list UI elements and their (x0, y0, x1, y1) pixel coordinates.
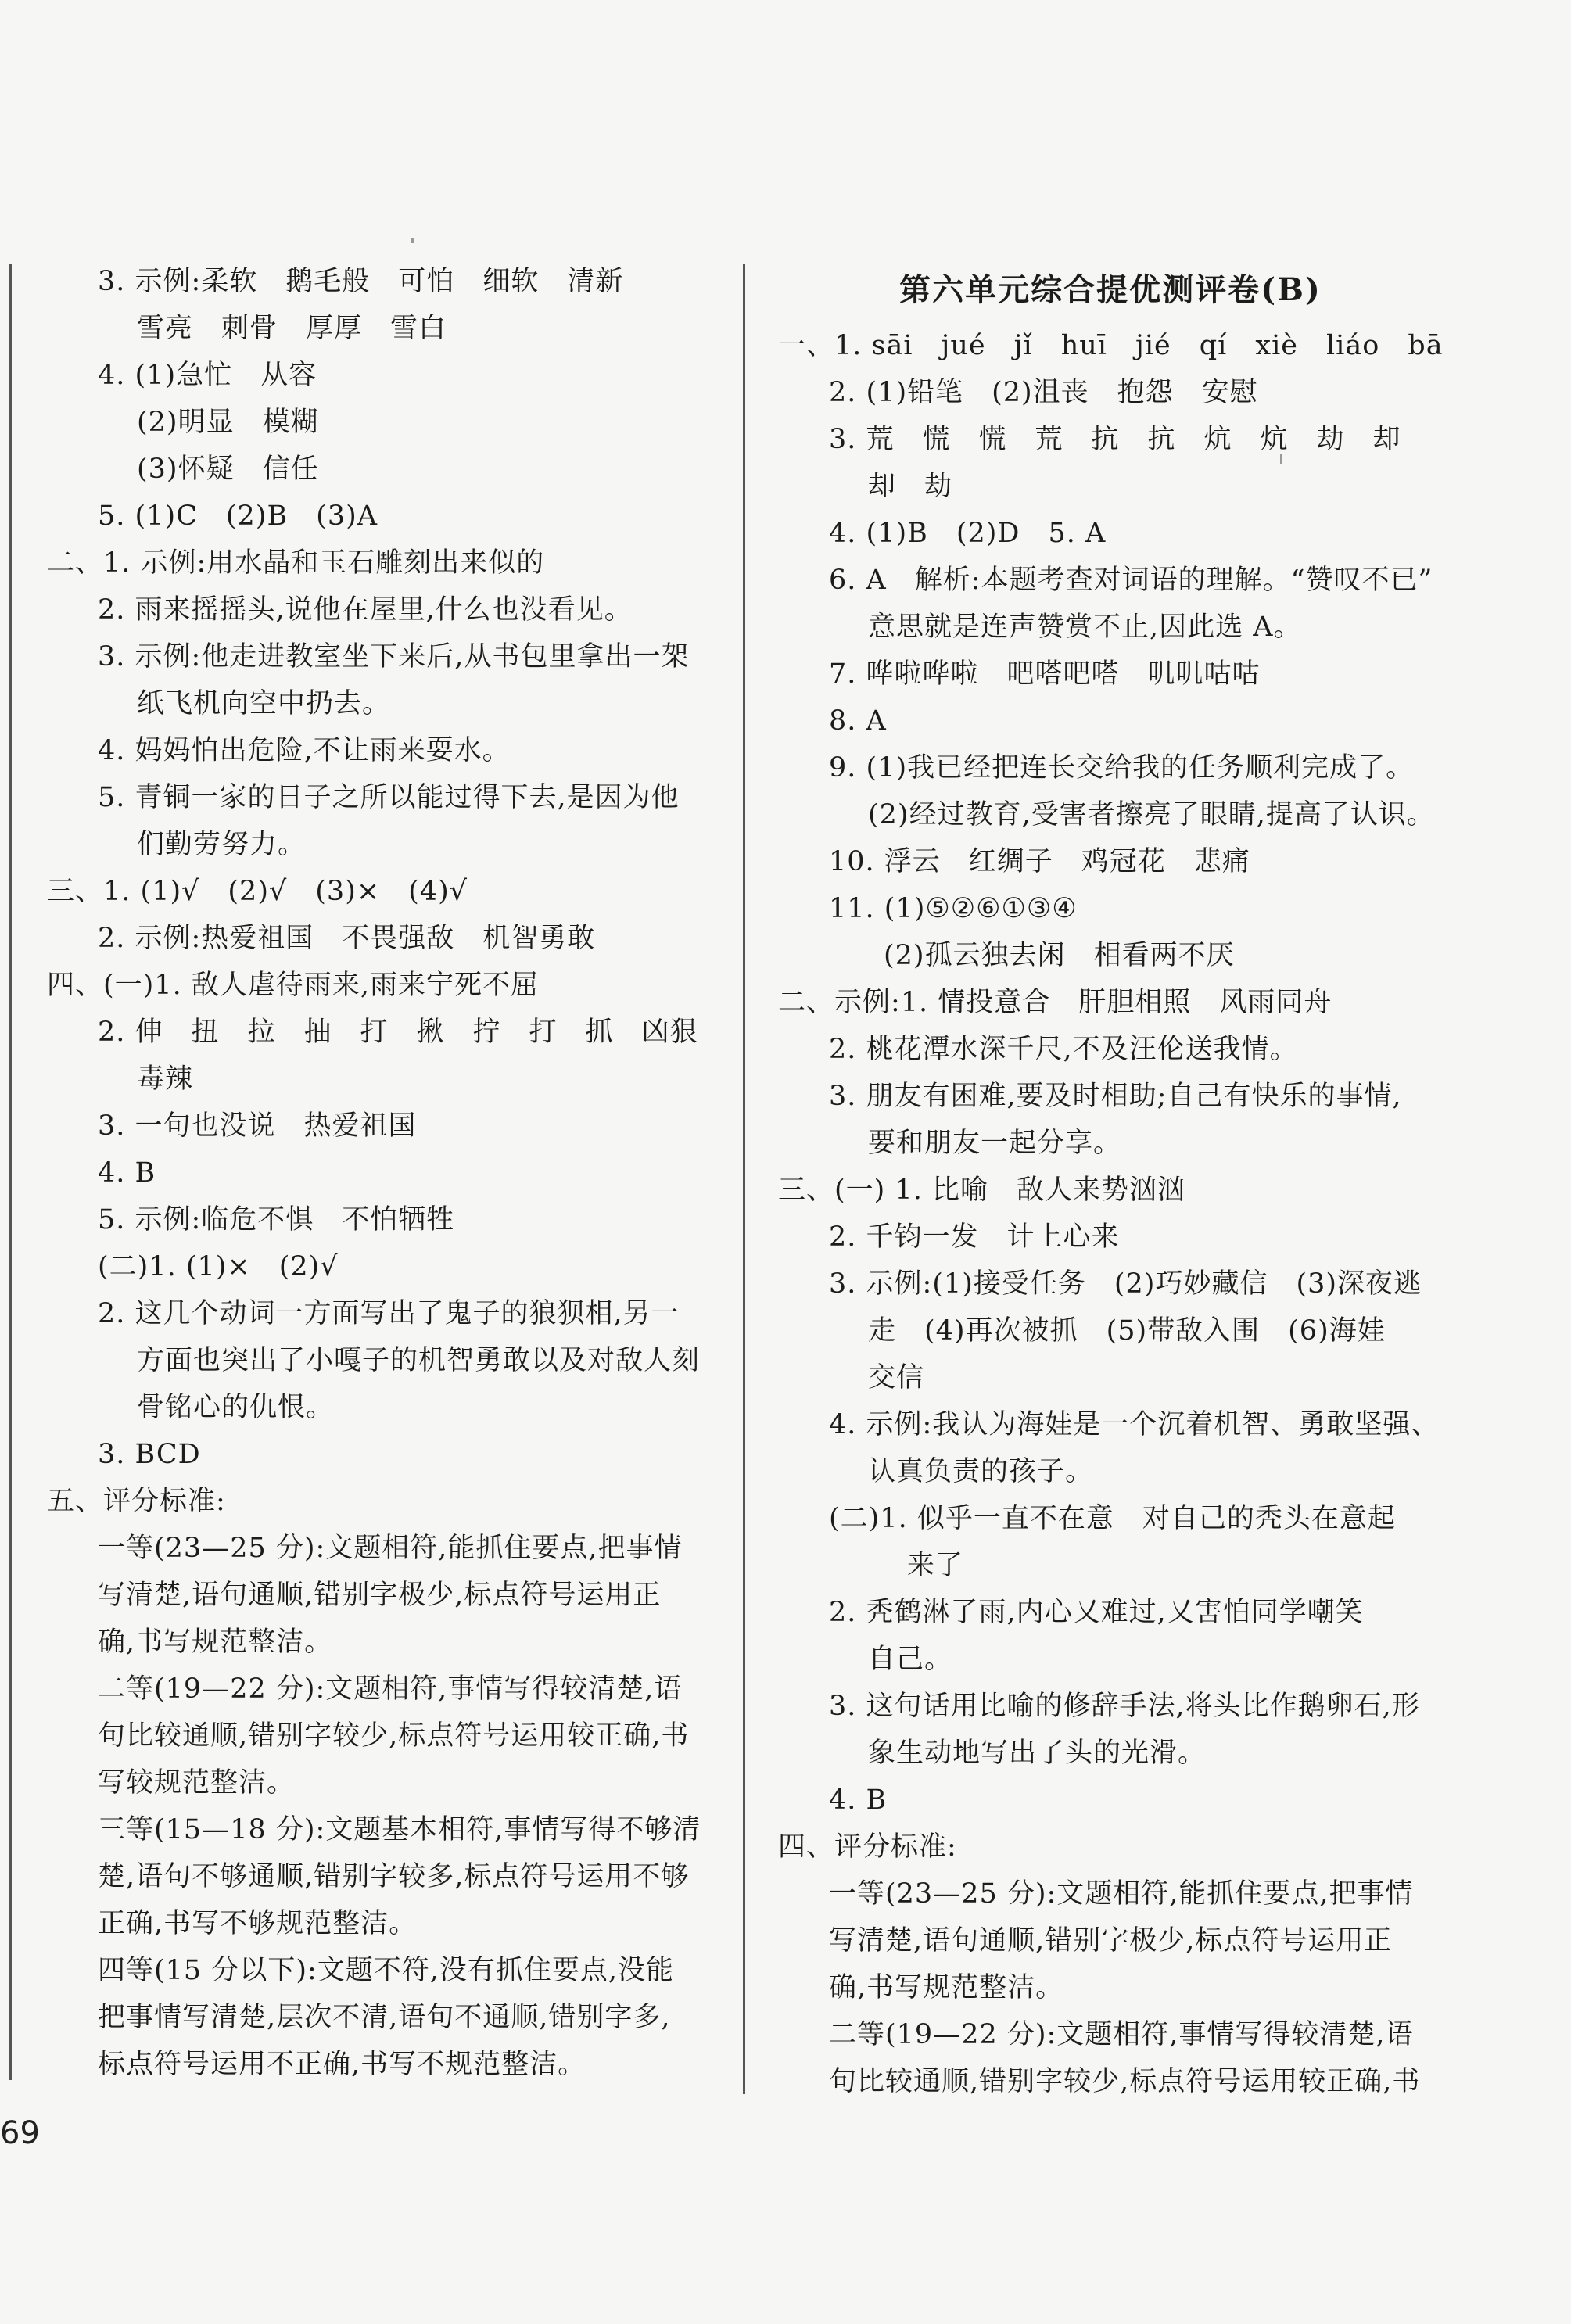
answer-line: 3. 示例:(1)接受任务 (2)巧妙藏信 (3)深夜逃 (829, 1268, 1422, 1300)
answer-line: 4. 示例:我认为海娃是一个沉着机智、勇敢坚强、 (829, 1409, 1440, 1440)
answer-line: 10. 浮云 红绸子 鸡冠花 悲痛 (829, 846, 1250, 877)
answer-line: 3. 这句话用比喻的修辞手法,将头比作鹅卵石,形 (829, 1691, 1420, 1722)
answer-line: 11. (1)⑤②⑥①③④ (829, 893, 1078, 924)
answer-line: 来了 (907, 1550, 964, 1581)
answer-line: 5. 青铜一家的日子之所以能过得下去,是因为他 (98, 782, 680, 813)
answer-line: 三、(一) 1. 比喻 敌人来势汹汹 (778, 1175, 1185, 1206)
left-answer-column (39, 258, 719, 2088)
answer-line: 写清楚,语句通顺,错别字极少,标点符号运用正 (829, 1925, 1393, 1956)
page-number: 69 (0, 2115, 40, 2151)
answer-line: 象生动地写出了头的光滑。 (868, 1738, 1207, 1769)
answer-line: 4. (1)B (2)D 5. A (829, 518, 1107, 549)
answer-line: 5. 示例:临危不惧 不怕牺牲 (98, 1204, 455, 1236)
answer-line: (2)孤云独去闲 相看两不厌 (884, 940, 1235, 971)
answer-line: 雪亮 刺骨 厚厚 雪白 (137, 313, 447, 344)
section-title: 第六单元综合提优测评卷(B) (899, 271, 1322, 308)
answer-line: (二)1. (1)× (2)√ (98, 1251, 339, 1282)
answer-line: 们勤劳努力。 (137, 829, 307, 860)
answer-line: 6. A 解析:本题考查对词语的理解。“赞叹不已” (829, 565, 1433, 596)
answer-line: 毒辣 (137, 1063, 194, 1095)
answer-line: 2. 桃花潭水深千尺,不及汪伦送我情。 (829, 1034, 1298, 1065)
answer-line: 自己。 (868, 1644, 953, 1675)
answer-line: 3. 一句也没说 热爱祖国 (98, 1110, 417, 1142)
answer-line: 9. (1)我已经把连长交给我的任务顺利完成了。 (829, 752, 1415, 784)
answer-line: 把事情写清楚,层次不清,语句不通顺,错别字多, (98, 2002, 671, 2033)
answer-line: 纸飞机向空中扔去。 (137, 688, 391, 719)
answer-line: 标点符号运用不正确,书写不规范整洁。 (98, 2049, 586, 2080)
answer-line: 三、1. (1)√ (2)√ (3)× (4)√ (47, 876, 468, 907)
scan-speck (411, 238, 414, 243)
answer-line: 4. B (98, 1157, 156, 1189)
column-divider (743, 264, 745, 2094)
answer-line: 4. 妈妈怕出危险,不让雨来耍水。 (98, 735, 511, 766)
answer-line: 二等(19—22 分):文题相符,事情写得较清楚,语 (98, 1673, 683, 1705)
answer-line: (3)怀疑 信任 (137, 454, 319, 485)
answer-line: 认真负责的孩子。 (868, 1456, 1094, 1487)
answer-line: 二、1. 示例:用水晶和玉石雕刻出来似的 (47, 547, 545, 579)
answer-line: 一等(23—25 分):文题相符,能抓住要点,把事情 (829, 1878, 1414, 1910)
answer-line: 一、1. sāi jué jǐ huī jié qí xiè liáo bā (778, 330, 1444, 361)
answer-line: 正确,书写不够规范整洁。 (98, 1908, 418, 1939)
answer-line: 3. 荒 慌 慌 荒 抗 抗 炕 炕 劫 却 (829, 424, 1401, 455)
left-margin-rule (9, 264, 12, 2080)
answer-line: 2. 伸 扭 拉 抽 打 揪 拧 打 抓 凶狠 (98, 1017, 698, 1048)
answer-line: 一等(23—25 分):文题相符,能抓住要点,把事情 (98, 1533, 683, 1564)
answer-line: 四、评分标准: (778, 1831, 957, 1863)
answer-line: 确,书写规范整洁。 (98, 1626, 333, 1658)
answer-line: (2)明显 模糊 (137, 407, 319, 438)
answer-line: 8. A (829, 705, 887, 737)
answer-line: 确,书写规范整洁。 (829, 1972, 1064, 2003)
answer-line: 写清楚,语句通顺,错别字极少,标点符号运用正 (98, 1580, 662, 1611)
answer-line: 四、(一)1. 敌人虐待雨来,雨来宁死不屈 (47, 970, 539, 1001)
answer-line: 方面也突出了小嘎子的机智勇敢以及对敌人刻 (137, 1345, 701, 1376)
answer-line: 却 劫 (868, 471, 953, 502)
answer-line: 交信 (868, 1362, 925, 1393)
answer-line: 2. (1)铅笔 (2)沮丧 抱怨 安慰 (829, 377, 1258, 408)
answer-line: 3. 示例:他走进教室坐下来后,从书包里拿出一架 (98, 641, 690, 672)
answer-line: 2. 千钧一发 计上心来 (829, 1221, 1120, 1253)
answer-line: (二)1. 似乎一直不在意 对自己的秃头在意起 (829, 1503, 1396, 1534)
answer-line: 句比较通顺,错别字较少,标点符号运用较正确,书 (829, 2066, 1421, 2097)
answer-line: 二等(19—22 分):文题相符,事情写得较清楚,语 (829, 2019, 1414, 2050)
answer-line: 3. BCD (98, 1439, 201, 1470)
answer-line: 句比较通顺,错别字较少,标点符号运用较正确,书 (98, 1720, 690, 1752)
answer-line: 3. 示例:柔软 鹅毛般 可怕 细软 清新 (98, 266, 624, 297)
answer-line: 五、评分标准: (47, 1486, 226, 1517)
answer-line: 要和朋友一起分享。 (868, 1128, 1122, 1159)
answer-line: 骨铭心的仇恨。 (137, 1392, 335, 1423)
answer-line: 写较规范整洁。 (98, 1767, 296, 1799)
answer-line: 2. 这几个动词一方面写出了鬼子的狼狈相,另一 (98, 1298, 680, 1329)
answer-line: 3. 朋友有困难,要及时相助;自己有快乐的事情, (829, 1081, 1402, 1112)
answer-line: 四等(15 分以下):文题不符,没有抓住要点,没能 (98, 1955, 675, 1986)
answer-line: 三等(15—18 分):文题基本相符,事情写得不够清 (98, 1814, 701, 1845)
answer-line: (2)经过教育,受害者擦亮了眼睛,提高了认识。 (868, 799, 1435, 830)
answer-line: 5. (1)C (2)B (3)A (98, 500, 378, 532)
answer-line: 7. 哗啦哗啦 吧嗒吧嗒 叽叽咕咕 (829, 658, 1261, 690)
answer-line: 2. 秃鹤淋了雨,内心又难过,又害怕同学嘲笑 (829, 1597, 1364, 1628)
answer-line: 二、示例:1. 情投意合 肝胆相照 风雨同舟 (778, 987, 1332, 1018)
answer-line: 2. 雨来摇摇头,说他在屋里,什么也没看见。 (98, 594, 633, 626)
answer-line: 4. (1)急忙 从容 (98, 360, 317, 391)
answer-line: 楚,语句不够通顺,错别字较多,标点符号运用不够 (98, 1861, 690, 1892)
answer-line: 意思就是连声赞赏不止,因此选 A。 (868, 611, 1302, 643)
right-answer-column (774, 258, 1447, 2105)
answer-line: 2. 示例:热爱祖国 不畏强敌 机智勇敢 (98, 923, 596, 954)
answer-line: 走 (4)再次被抓 (5)带敌入围 (6)海娃 (868, 1315, 1386, 1347)
answer-line: 4. B (829, 1784, 888, 1816)
